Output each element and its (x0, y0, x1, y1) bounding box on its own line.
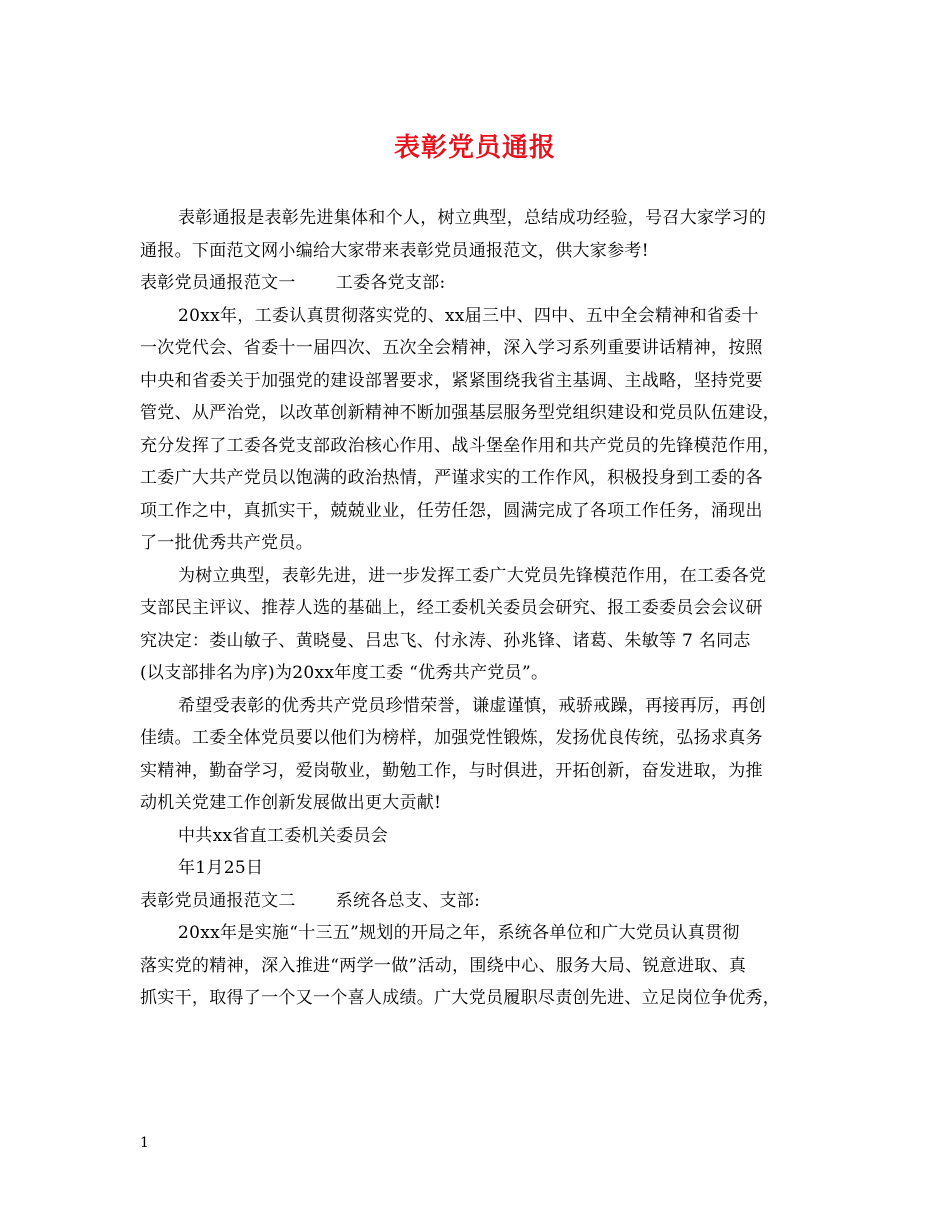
text-line: 一次党代会、省委十一届四次、五次全会精神，深入学习系列重要讲话精神，按照 (140, 338, 763, 358)
sample-heading: 表彰党员通报范文二 (140, 890, 296, 911)
text-line: (以支部排名为序)为20xx年度工委 “优秀共产党员”。 (140, 663, 549, 683)
signature-organization: 中共xx省直工委机关委员会 (178, 825, 389, 846)
salutation: 工委各党支部: (335, 273, 446, 293)
text-line: 充分发挥了工委各党支部政治核心作用、战斗堡垒作用和共产党员的先锋模范作用， (140, 435, 781, 456)
text-line: 动机关党建工作创新发展做出更大贡献! (140, 793, 442, 813)
text-line: 20xx年是实施“十三五”规划的开局之年，系统各单位和广大党员认真贯彻 (178, 923, 740, 943)
text-line: 佳绩。工委全体党员要以他们为榜样，加强党性锻炼，发扬优良传统，弘扬求真务 (140, 728, 763, 748)
sample-heading: 表彰党员通报范文一 (140, 273, 296, 293)
text-line: 工委广大共产党员以饱满的政治热情，严谨求实的工作作风，积极投身到工委的各 (140, 468, 763, 488)
page-number: 1 (140, 1135, 149, 1151)
text-line: 项工作之中，真抓实干，兢兢业业，任劳任怨，圆满完成了各项工作任务，涌现出 (140, 500, 763, 521)
sample-two-heading-line (140, 885, 820, 918)
text-line: 为树立典型，表彰先进，进一步发挥工委广大党员先锋模范作用，在工委各党 (178, 565, 767, 586)
text-line: 20xx年，工委认真贯彻落实党的、xx届三中、四中、五中全会精神和省委十 (178, 305, 759, 326)
text-line: 中央和省委关于加强党的建设部署要求，紧紧围绕我省主基调、主战略，坚持党要 (140, 370, 763, 391)
text-line: 管党、从严治党，以改革创新精神不断加强基层服务型党组织建设和党员队伍建设， (140, 403, 781, 423)
signature-date: 年1月25日 (178, 858, 264, 878)
text-line: 落实党的精神，深入推进“两学一做”活动，围绕中心、服务大局、锐意进取、真 (140, 955, 747, 976)
document-title: 表彰党员通报 (393, 133, 556, 163)
sample-one-heading-line (140, 267, 820, 300)
text-line: 表彰通报是表彰先进集体和个人，树立典型，总结成功经验，号召大家学习的 (178, 208, 767, 228)
text-line: 通报。下面范文网小编给大家带来表彰党员通报范文，供大家参考! (140, 240, 649, 261)
text-line: 了一批优秀共产党员。 (140, 533, 313, 553)
text-line: 实精神，勤奋学习，爱岗敬业，勤勉工作，与时俱进，开拓创新，奋发进取，为推 (140, 760, 763, 781)
text-line: 希望受表彰的优秀共产党员珍惜荣誉，谦虚谨慎，戒骄戒躁，再接再厉，再创 (178, 695, 767, 716)
salutation: 系统各总支、支部: (335, 890, 481, 911)
document-body (140, 202, 820, 1015)
text-line: 支部民主评议、推荐人选的基础上，经工委机关委员会研究、报工委委员会会议研 (140, 598, 763, 618)
text-line: 究决定：娄山敏子、黄晓曼、吕忠飞、付永涛、孙兆锋、诸葛、朱敏等 7 名同志 (140, 630, 751, 651)
text-line: 抓实干，取得了一个又一个喜人成绩。广大党员履职尽责创先进、立足岗位争优秀， (140, 988, 781, 1008)
